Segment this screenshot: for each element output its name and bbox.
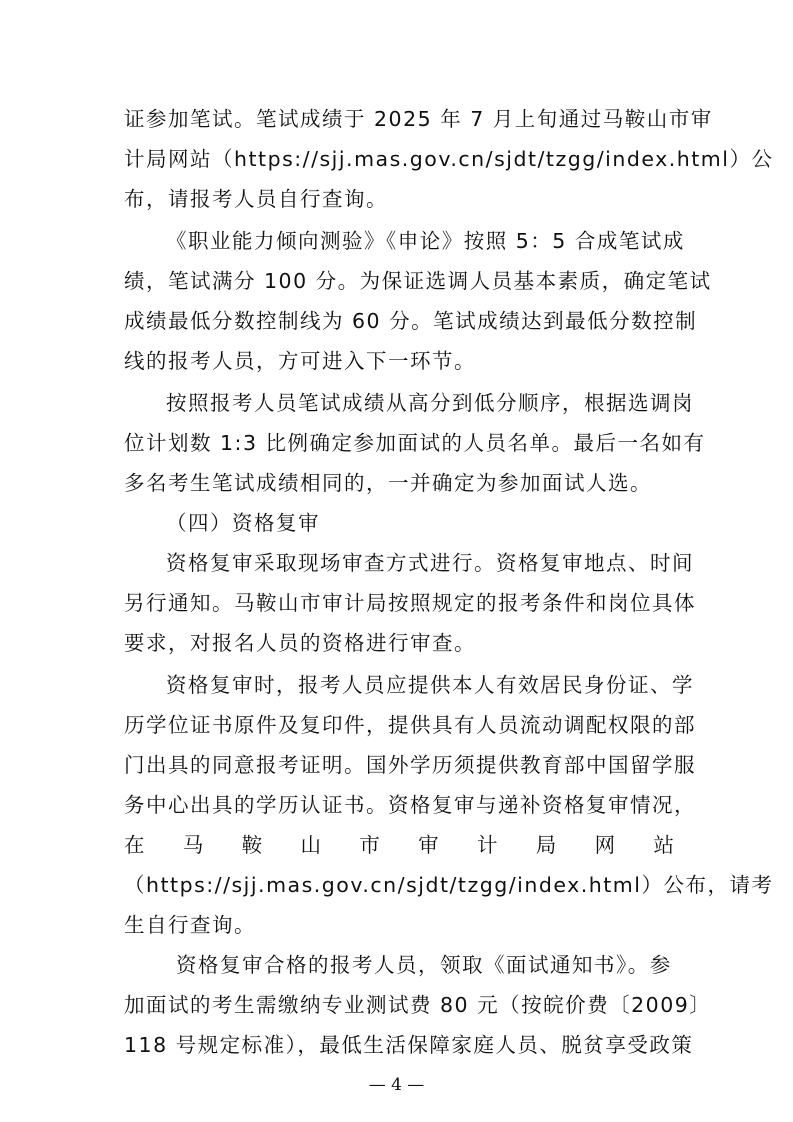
text-line: 证参加笔试。笔试成绩于 2025 年 7 月上旬通过马鞍山市审 [124,107,713,131]
text-line: 生自行查询。 [124,913,256,937]
text-line: 线的报考人员，方可进入下一环节。 [124,349,476,373]
text-line: 按照报考人员笔试成绩从高分到低分顺序，根据选调岗 [166,391,694,415]
spread-text-line [124,830,674,860]
text-line: 多名考生笔试成绩相同的，一并确定为参加面试人选。 [124,471,652,495]
text-line: 绩，笔试满分 100 分。为保证选调人员基本素质，确定笔试 [124,269,712,293]
text-line: 加面试的考生需缴纳专业测试费 80 元（按皖价费〔2009〕 [124,993,712,1017]
spread-character: 局 [535,833,557,857]
text-line: 历学位证书原件及复印件，提供具有人员流动调配权限的部 [124,713,696,737]
text-line: 计局网站（https://sjj.mas.gov.cn/sjdt/tzgg/index.html）公 [124,147,774,171]
spread-character: 马 [182,833,204,857]
text-line: 118 号规定标准），最低生活保障家庭人员、脱贫享受政策 [124,1033,694,1057]
text-line: 位计划数 1:3 比例确定参加面试的人员名单。最后一名如有 [124,431,706,455]
spread-character: 站 [653,833,674,857]
text-line: （https://sjj.mas.gov.cn/sjdt/tzgg/index.html）公布，请考 [124,873,774,897]
text-line: 成绩最低分数控制线为 60 分。笔试成绩达到最低分数控制 [124,309,698,333]
text-line: 《职业能力倾向测验》《申论》按照 5：5 合成笔试成 [166,229,685,253]
spread-character: 山 [300,833,321,857]
text-line: 另行通知。马鞍山市审计局按照规定的报考条件和岗位具体 [124,591,696,615]
text-line: 门出具的同意报考证明。国外学历须提供教育部中国留学服 [124,753,696,777]
text-line: 资格复审时，报考人员应提供本人有效居民身份证、学 [166,673,694,697]
section-heading: （四）资格复审 [166,511,320,535]
spread-character: 在 [124,833,145,857]
spread-character: 市 [359,833,380,857]
text-line: 资格复审合格的报考人员，领取《面试通知书》。参 [176,953,672,977]
spread-character: 网 [594,833,616,857]
spread-character: 计 [476,833,498,857]
text-line: 布，请报考人员自行查询。 [124,187,388,211]
spread-character: 审 [418,833,439,857]
text-line: 要求，对报名人员的资格进行审查。 [124,631,476,655]
spread-character: 鞍 [241,833,263,857]
text-line: 务中心出具的学历认证书。资格复审与递补资格复审情况， [124,793,696,817]
text-line: 资格复审采取现场审查方式进行。资格复审地点、时间 [166,551,694,575]
page-number: — 4 — [368,1075,425,1095]
